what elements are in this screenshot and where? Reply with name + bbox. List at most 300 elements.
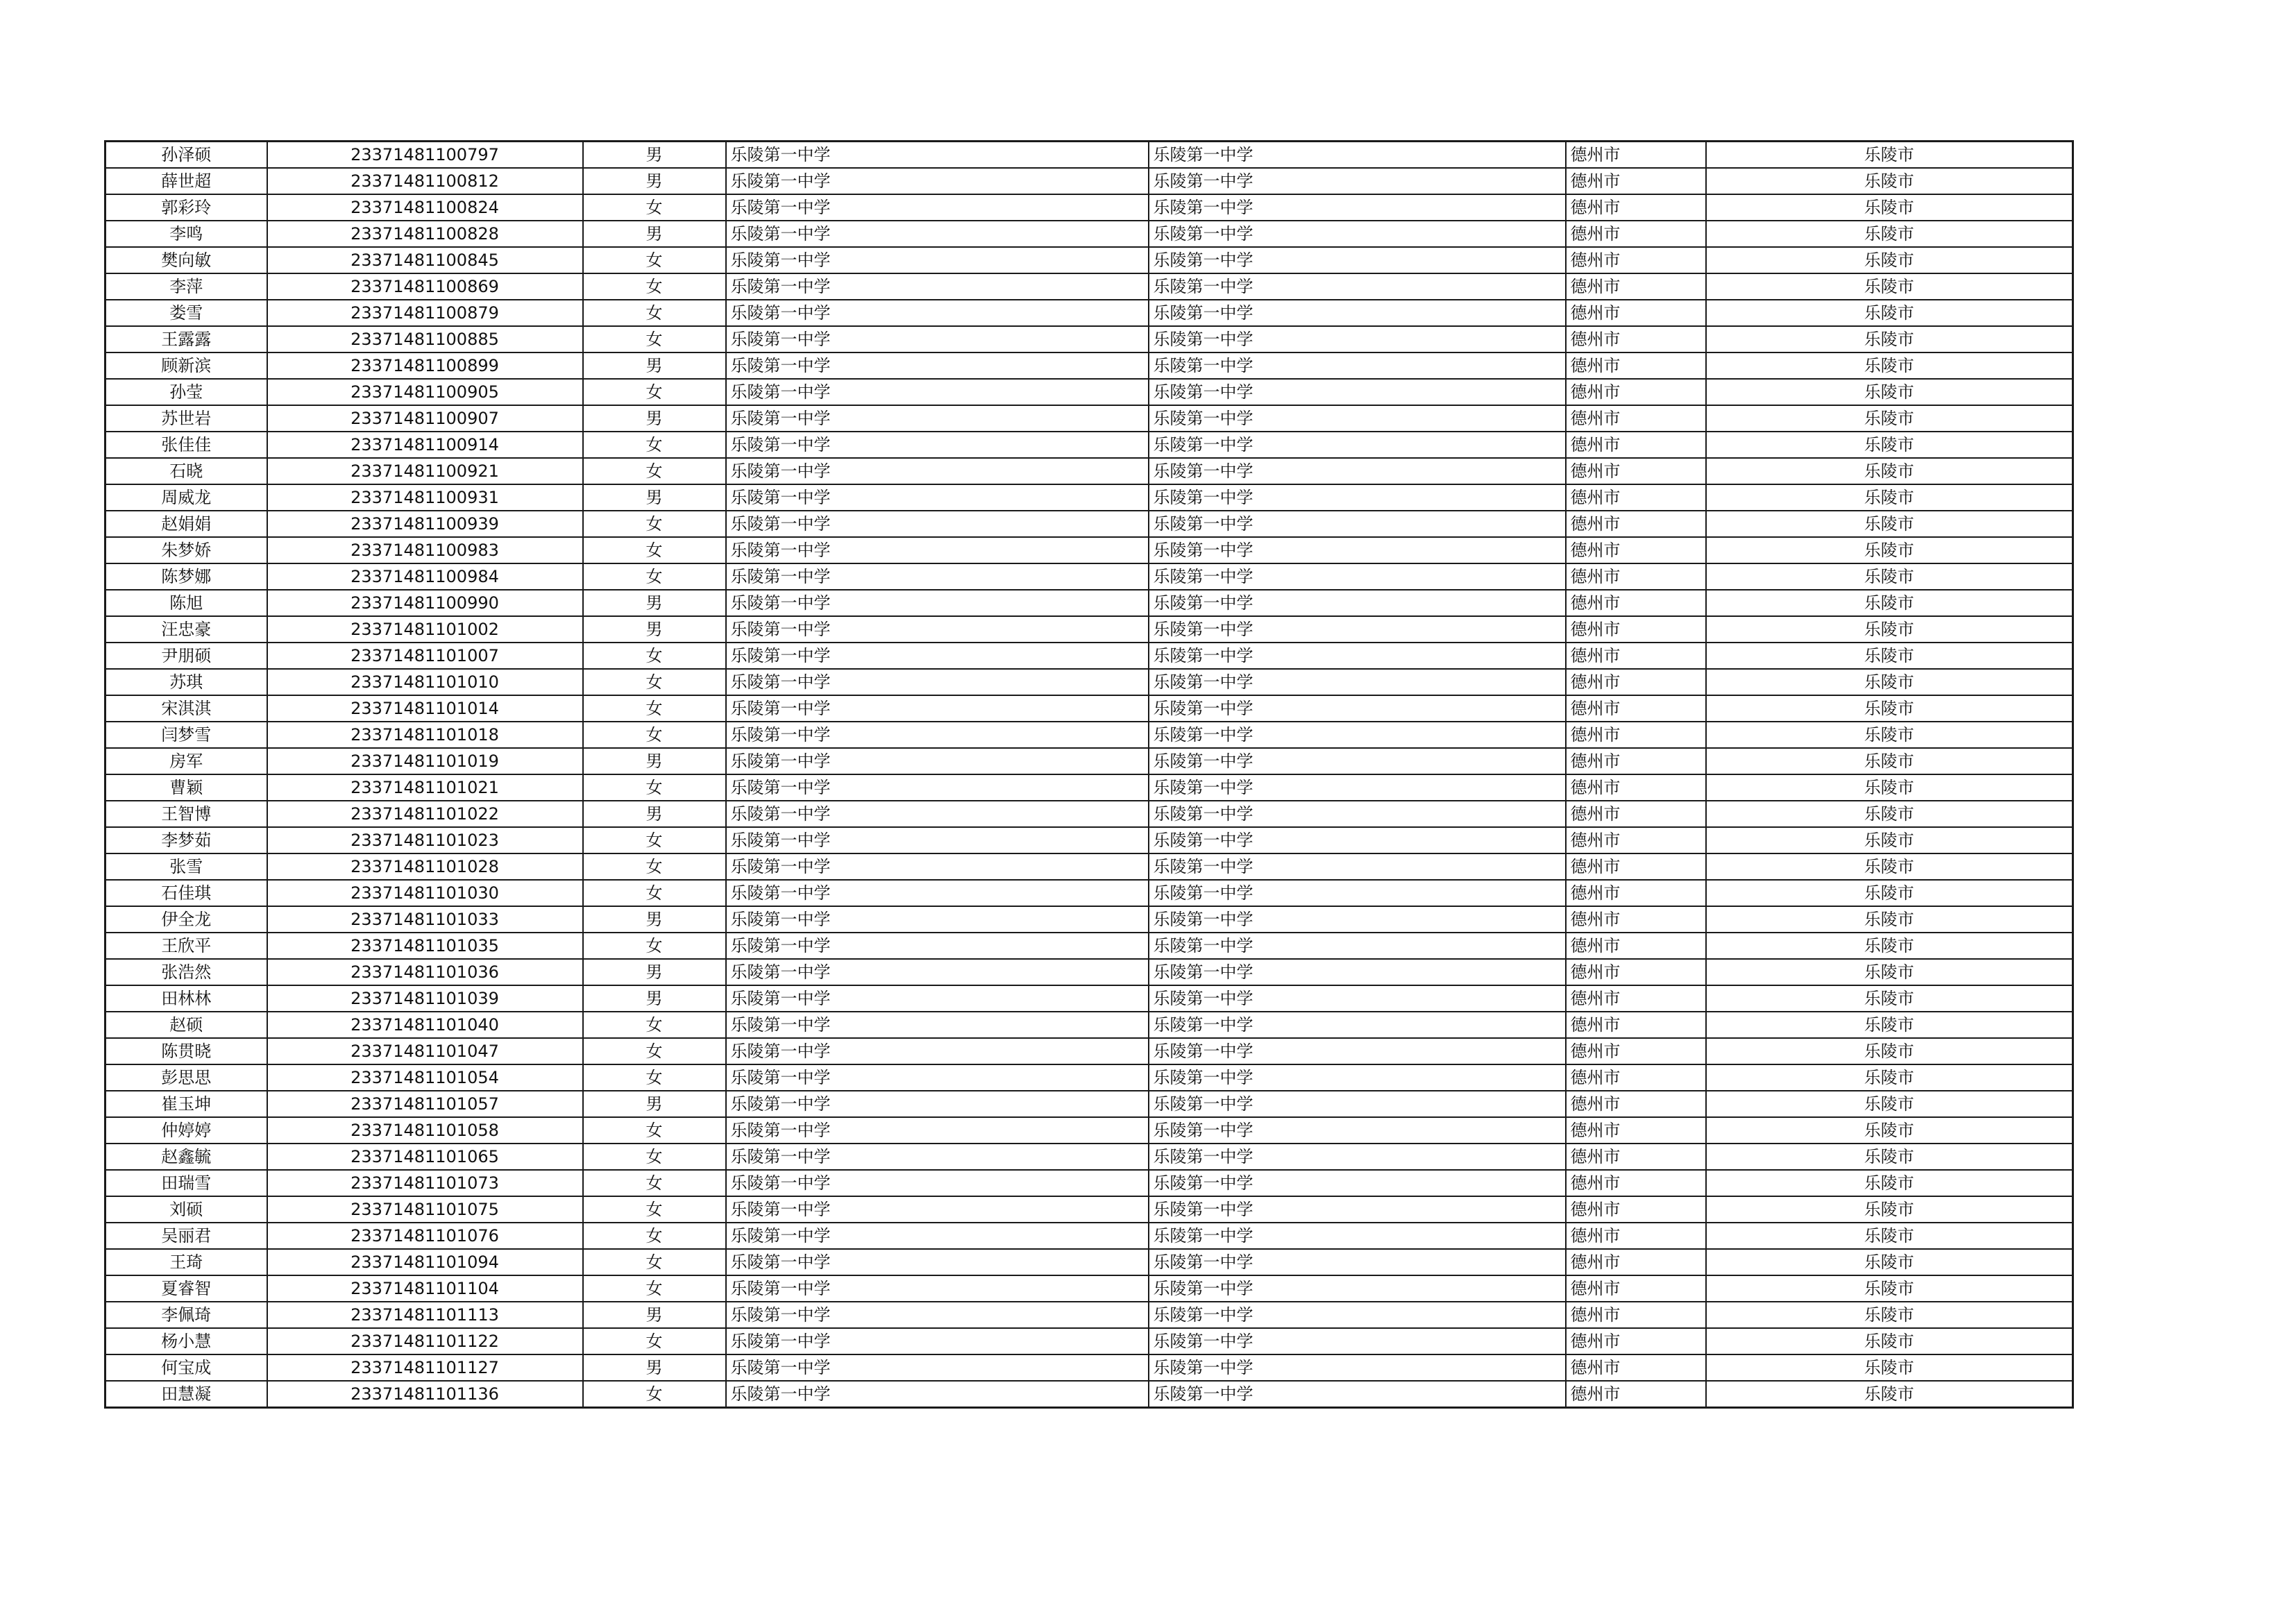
table-row [105, 695, 2073, 722]
county-cell: 乐陵市 [1706, 827, 2073, 853]
exam-id-cell: 23371481101058 [267, 1117, 583, 1144]
table-row [105, 827, 2073, 853]
exam-id-cell: 23371481101127 [267, 1354, 583, 1381]
table-row [105, 1170, 2073, 1196]
county-cell: 乐陵市 [1706, 194, 2073, 221]
school-cell: 乐陵第一中学 [726, 669, 1149, 695]
gender-cell: 女 [583, 722, 726, 748]
county-cell: 乐陵市 [1706, 748, 2073, 774]
table-row [105, 906, 2073, 933]
student-name-cell: 周威龙 [105, 484, 267, 511]
exam-id-cell: 23371481101076 [267, 1223, 583, 1249]
exam-id-cell: 23371481101054 [267, 1064, 583, 1091]
school-cell: 乐陵第一中学 [726, 1117, 1149, 1144]
student-name-cell: 陈梦娜 [105, 563, 267, 590]
city-cell: 德州市 [1566, 484, 1706, 511]
exam-id-cell: 23371481101023 [267, 827, 583, 853]
gender-cell: 男 [583, 959, 726, 985]
city-cell: 德州市 [1566, 1354, 1706, 1381]
city-cell: 德州市 [1566, 273, 1706, 300]
county-cell: 乐陵市 [1706, 1091, 2073, 1117]
city-cell: 德州市 [1566, 458, 1706, 484]
county-cell: 乐陵市 [1706, 590, 2073, 616]
table-row [105, 1144, 2073, 1170]
city-cell: 德州市 [1566, 537, 1706, 563]
county-cell: 乐陵市 [1706, 722, 2073, 748]
registered-school-cell: 乐陵第一中学 [1149, 511, 1566, 537]
school-cell: 乐陵第一中学 [726, 906, 1149, 933]
county-cell: 乐陵市 [1706, 774, 2073, 801]
table-row [105, 142, 2073, 169]
registered-school-cell: 乐陵第一中学 [1149, 300, 1566, 326]
city-cell: 德州市 [1566, 695, 1706, 722]
school-cell: 乐陵第一中学 [726, 221, 1149, 247]
student-name-cell: 李梦茹 [105, 827, 267, 853]
county-cell: 乐陵市 [1706, 405, 2073, 432]
student-name-cell: 彭思思 [105, 1064, 267, 1091]
exam-id-cell: 23371481100828 [267, 221, 583, 247]
school-cell: 乐陵第一中学 [726, 827, 1149, 853]
school-cell: 乐陵第一中学 [726, 300, 1149, 326]
city-cell: 德州市 [1566, 1144, 1706, 1170]
table-body [105, 142, 2073, 1408]
gender-cell: 女 [583, 827, 726, 853]
city-cell: 德州市 [1566, 379, 1706, 405]
school-cell: 乐陵第一中学 [726, 959, 1149, 985]
county-cell: 乐陵市 [1706, 1144, 2073, 1170]
gender-cell: 女 [583, 458, 726, 484]
registered-school-cell: 乐陵第一中学 [1149, 326, 1566, 352]
student-name-cell: 吴丽君 [105, 1223, 267, 1249]
gender-cell: 女 [583, 1117, 726, 1144]
student-name-cell: 田慧凝 [105, 1381, 267, 1408]
county-cell: 乐陵市 [1706, 853, 2073, 880]
city-cell: 德州市 [1566, 1196, 1706, 1223]
registered-school-cell: 乐陵第一中学 [1149, 1091, 1566, 1117]
exam-id-cell: 23371481100939 [267, 511, 583, 537]
exam-id-cell: 23371481101019 [267, 748, 583, 774]
student-name-cell: 夏睿智 [105, 1275, 267, 1302]
registered-school-cell: 乐陵第一中学 [1149, 1354, 1566, 1381]
gender-cell: 女 [583, 853, 726, 880]
county-cell: 乐陵市 [1706, 1275, 2073, 1302]
exam-id-cell: 23371481100812 [267, 168, 583, 194]
county-cell: 乐陵市 [1706, 1381, 2073, 1408]
city-cell: 德州市 [1566, 906, 1706, 933]
registered-school-cell: 乐陵第一中学 [1149, 563, 1566, 590]
table-row [105, 168, 2073, 194]
school-cell: 乐陵第一中学 [726, 1064, 1149, 1091]
city-cell: 德州市 [1566, 1038, 1706, 1064]
student-name-cell: 王欣平 [105, 933, 267, 959]
table-row [105, 748, 2073, 774]
table-row [105, 1091, 2073, 1117]
city-cell: 德州市 [1566, 1381, 1706, 1408]
student-name-cell: 陈贯晓 [105, 1038, 267, 1064]
city-cell: 德州市 [1566, 774, 1706, 801]
table-row [105, 959, 2073, 985]
county-cell: 乐陵市 [1706, 1012, 2073, 1038]
gender-cell: 女 [583, 643, 726, 669]
gender-cell: 女 [583, 273, 726, 300]
gender-cell: 女 [583, 1275, 726, 1302]
school-cell: 乐陵第一中学 [726, 1196, 1149, 1223]
exam-id-cell: 23371481100879 [267, 300, 583, 326]
school-cell: 乐陵第一中学 [726, 484, 1149, 511]
county-cell: 乐陵市 [1706, 511, 2073, 537]
city-cell: 德州市 [1566, 432, 1706, 458]
student-name-cell: 汪忠豪 [105, 616, 267, 643]
city-cell: 德州市 [1566, 801, 1706, 827]
student-name-cell: 王智博 [105, 801, 267, 827]
exam-id-cell: 23371481100824 [267, 194, 583, 221]
table-row [105, 537, 2073, 563]
school-cell: 乐陵第一中学 [726, 352, 1149, 379]
city-cell: 德州市 [1566, 300, 1706, 326]
table-row [105, 880, 2073, 906]
exam-id-cell: 23371481100905 [267, 379, 583, 405]
gender-cell: 女 [583, 669, 726, 695]
registered-school-cell: 乐陵第一中学 [1149, 1170, 1566, 1196]
school-cell: 乐陵第一中学 [726, 1144, 1149, 1170]
student-name-cell: 赵娟娟 [105, 511, 267, 537]
exam-id-cell: 23371481100921 [267, 458, 583, 484]
gender-cell: 女 [583, 537, 726, 563]
gender-cell: 女 [583, 1012, 726, 1038]
gender-cell: 女 [583, 774, 726, 801]
registered-school-cell: 乐陵第一中学 [1149, 1302, 1566, 1328]
city-cell: 德州市 [1566, 933, 1706, 959]
gender-cell: 女 [583, 880, 726, 906]
school-cell: 乐陵第一中学 [726, 458, 1149, 484]
school-cell: 乐陵第一中学 [726, 1091, 1149, 1117]
school-cell: 乐陵第一中学 [726, 616, 1149, 643]
school-cell: 乐陵第一中学 [726, 1170, 1149, 1196]
school-cell: 乐陵第一中学 [726, 405, 1149, 432]
student-name-cell: 仲婷婷 [105, 1117, 267, 1144]
exam-id-cell: 23371481100990 [267, 590, 583, 616]
county-cell: 乐陵市 [1706, 247, 2073, 273]
gender-cell: 男 [583, 484, 726, 511]
county-cell: 乐陵市 [1706, 906, 2073, 933]
student-name-cell: 樊向敏 [105, 247, 267, 273]
registered-school-cell: 乐陵第一中学 [1149, 537, 1566, 563]
county-cell: 乐陵市 [1706, 221, 2073, 247]
registered-school-cell: 乐陵第一中学 [1149, 1275, 1566, 1302]
gender-cell: 男 [583, 142, 726, 169]
table-row [105, 405, 2073, 432]
registered-school-cell: 乐陵第一中学 [1149, 484, 1566, 511]
city-cell: 德州市 [1566, 880, 1706, 906]
registered-school-cell: 乐陵第一中学 [1149, 774, 1566, 801]
gender-cell: 女 [583, 326, 726, 352]
exam-id-cell: 23371481100797 [267, 142, 583, 169]
exam-id-cell: 23371481101073 [267, 1170, 583, 1196]
county-cell: 乐陵市 [1706, 563, 2073, 590]
exam-id-cell: 23371481100914 [267, 432, 583, 458]
registered-school-cell: 乐陵第一中学 [1149, 1038, 1566, 1064]
school-cell: 乐陵第一中学 [726, 168, 1149, 194]
table-row [105, 1196, 2073, 1223]
registered-school-cell: 乐陵第一中学 [1149, 1144, 1566, 1170]
school-cell: 乐陵第一中学 [726, 853, 1149, 880]
city-cell: 德州市 [1566, 669, 1706, 695]
student-name-cell: 赵硕 [105, 1012, 267, 1038]
county-cell: 乐陵市 [1706, 801, 2073, 827]
exam-id-cell: 23371481101104 [267, 1275, 583, 1302]
exam-id-cell: 23371481101039 [267, 985, 583, 1012]
county-cell: 乐陵市 [1706, 1249, 2073, 1275]
table-row [105, 1117, 2073, 1144]
registered-school-cell: 乐陵第一中学 [1149, 352, 1566, 379]
table-row [105, 590, 2073, 616]
exam-id-cell: 23371481101007 [267, 643, 583, 669]
table-row [105, 722, 2073, 748]
county-cell: 乐陵市 [1706, 537, 2073, 563]
school-cell: 乐陵第一中学 [726, 273, 1149, 300]
gender-cell: 男 [583, 906, 726, 933]
table-row [105, 1354, 2073, 1381]
registered-school-cell: 乐陵第一中学 [1149, 1117, 1566, 1144]
city-cell: 德州市 [1566, 616, 1706, 643]
registered-school-cell: 乐陵第一中学 [1149, 221, 1566, 247]
gender-cell: 女 [583, 563, 726, 590]
student-name-cell: 孙莹 [105, 379, 267, 405]
county-cell: 乐陵市 [1706, 1170, 2073, 1196]
student-name-cell: 何宝成 [105, 1354, 267, 1381]
city-cell: 德州市 [1566, 326, 1706, 352]
student-name-cell: 李鸣 [105, 221, 267, 247]
city-cell: 德州市 [1566, 1012, 1706, 1038]
table-row [105, 1381, 2073, 1408]
table-row [105, 194, 2073, 221]
registered-school-cell: 乐陵第一中学 [1149, 880, 1566, 906]
city-cell: 德州市 [1566, 194, 1706, 221]
table-row [105, 933, 2073, 959]
gender-cell: 女 [583, 379, 726, 405]
gender-cell: 女 [583, 432, 726, 458]
school-cell: 乐陵第一中学 [726, 1381, 1149, 1408]
gender-cell: 女 [583, 1038, 726, 1064]
registered-school-cell: 乐陵第一中学 [1149, 853, 1566, 880]
student-name-cell: 李萍 [105, 273, 267, 300]
school-cell: 乐陵第一中学 [726, 563, 1149, 590]
registered-school-cell: 乐陵第一中学 [1149, 722, 1566, 748]
county-cell: 乐陵市 [1706, 1038, 2073, 1064]
county-cell: 乐陵市 [1706, 985, 2073, 1012]
county-cell: 乐陵市 [1706, 432, 2073, 458]
exam-id-cell: 23371481100931 [267, 484, 583, 511]
table-row [105, 511, 2073, 537]
exam-id-cell: 23371481100899 [267, 352, 583, 379]
school-cell: 乐陵第一中学 [726, 748, 1149, 774]
county-cell: 乐陵市 [1706, 959, 2073, 985]
county-cell: 乐陵市 [1706, 142, 2073, 169]
school-cell: 乐陵第一中学 [726, 985, 1149, 1012]
table-row [105, 326, 2073, 352]
school-cell: 乐陵第一中学 [726, 643, 1149, 669]
table-row [105, 1223, 2073, 1249]
table-row [105, 379, 2073, 405]
exam-id-cell: 23371481101136 [267, 1381, 583, 1408]
student-name-cell: 王琦 [105, 1249, 267, 1275]
student-name-cell: 尹朋硕 [105, 643, 267, 669]
student-name-cell: 杨小慧 [105, 1328, 267, 1354]
school-cell: 乐陵第一中学 [726, 326, 1149, 352]
student-name-cell: 崔玉坤 [105, 1091, 267, 1117]
city-cell: 德州市 [1566, 853, 1706, 880]
student-name-cell: 宋淇淇 [105, 695, 267, 722]
student-name-cell: 张浩然 [105, 959, 267, 985]
exam-id-cell: 23371481100983 [267, 537, 583, 563]
school-cell: 乐陵第一中学 [726, 142, 1149, 169]
school-cell: 乐陵第一中学 [726, 1354, 1149, 1381]
county-cell: 乐陵市 [1706, 168, 2073, 194]
table-row [105, 484, 2073, 511]
table-row [105, 1012, 2073, 1038]
exam-id-cell: 23371481101057 [267, 1091, 583, 1117]
exam-id-cell: 23371481101010 [267, 669, 583, 695]
student-name-cell: 赵鑫毓 [105, 1144, 267, 1170]
county-cell: 乐陵市 [1706, 1354, 2073, 1381]
school-cell: 乐陵第一中学 [726, 1328, 1149, 1354]
table-row [105, 458, 2073, 484]
school-cell: 乐陵第一中学 [726, 801, 1149, 827]
school-cell: 乐陵第一中学 [726, 933, 1149, 959]
student-name-cell: 田林林 [105, 985, 267, 1012]
registered-school-cell: 乐陵第一中学 [1149, 1064, 1566, 1091]
table-row [105, 853, 2073, 880]
registered-school-cell: 乐陵第一中学 [1149, 142, 1566, 169]
registered-school-cell: 乐陵第一中学 [1149, 168, 1566, 194]
registered-school-cell: 乐陵第一中学 [1149, 1328, 1566, 1354]
exam-id-cell: 23371481101094 [267, 1249, 583, 1275]
student-name-cell: 房军 [105, 748, 267, 774]
exam-id-cell: 23371481101002 [267, 616, 583, 643]
registered-school-cell: 乐陵第一中学 [1149, 379, 1566, 405]
county-cell: 乐陵市 [1706, 695, 2073, 722]
registered-school-cell: 乐陵第一中学 [1149, 827, 1566, 853]
gender-cell: 女 [583, 1328, 726, 1354]
school-cell: 乐陵第一中学 [726, 247, 1149, 273]
gender-cell: 女 [583, 695, 726, 722]
exam-id-cell: 23371481100869 [267, 273, 583, 300]
gender-cell: 男 [583, 221, 726, 247]
county-cell: 乐陵市 [1706, 616, 2073, 643]
county-cell: 乐陵市 [1706, 458, 2073, 484]
student-name-cell: 苏世岩 [105, 405, 267, 432]
student-name-cell: 伊全龙 [105, 906, 267, 933]
school-cell: 乐陵第一中学 [726, 590, 1149, 616]
school-cell: 乐陵第一中学 [726, 1038, 1149, 1064]
table-row [105, 1038, 2073, 1064]
student-name-cell: 苏琪 [105, 669, 267, 695]
school-cell: 乐陵第一中学 [726, 722, 1149, 748]
school-cell: 乐陵第一中学 [726, 695, 1149, 722]
city-cell: 德州市 [1566, 405, 1706, 432]
city-cell: 德州市 [1566, 1117, 1706, 1144]
city-cell: 德州市 [1566, 1302, 1706, 1328]
county-cell: 乐陵市 [1706, 1223, 2073, 1249]
student-name-cell: 闫梦雪 [105, 722, 267, 748]
student-name-cell: 孙泽硕 [105, 142, 267, 169]
city-cell: 德州市 [1566, 1328, 1706, 1354]
city-cell: 德州市 [1566, 221, 1706, 247]
school-cell: 乐陵第一中学 [726, 432, 1149, 458]
student-name-cell: 石晓 [105, 458, 267, 484]
gender-cell: 男 [583, 985, 726, 1012]
registered-school-cell: 乐陵第一中学 [1149, 273, 1566, 300]
exam-id-cell: 23371481100984 [267, 563, 583, 590]
gender-cell: 男 [583, 168, 726, 194]
county-cell: 乐陵市 [1706, 880, 2073, 906]
county-cell: 乐陵市 [1706, 1117, 2073, 1144]
student-name-cell: 刘硕 [105, 1196, 267, 1223]
city-cell: 德州市 [1566, 722, 1706, 748]
table-row [105, 563, 2073, 590]
student-name-cell: 曹颖 [105, 774, 267, 801]
registered-school-cell: 乐陵第一中学 [1149, 590, 1566, 616]
student-name-cell: 郭彩玲 [105, 194, 267, 221]
school-cell: 乐陵第一中学 [726, 379, 1149, 405]
county-cell: 乐陵市 [1706, 643, 2073, 669]
city-cell: 德州市 [1566, 1170, 1706, 1196]
city-cell: 德州市 [1566, 590, 1706, 616]
registered-school-cell: 乐陵第一中学 [1149, 1196, 1566, 1223]
gender-cell: 男 [583, 405, 726, 432]
county-cell: 乐陵市 [1706, 379, 2073, 405]
city-cell: 德州市 [1566, 247, 1706, 273]
registered-school-cell: 乐陵第一中学 [1149, 748, 1566, 774]
city-cell: 德州市 [1566, 1223, 1706, 1249]
gender-cell: 女 [583, 194, 726, 221]
gender-cell: 男 [583, 1091, 726, 1117]
exam-id-cell: 23371481100845 [267, 247, 583, 273]
city-cell: 德州市 [1566, 142, 1706, 169]
registered-school-cell: 乐陵第一中学 [1149, 194, 1566, 221]
exam-id-cell: 23371481101036 [267, 959, 583, 985]
county-cell: 乐陵市 [1706, 484, 2073, 511]
city-cell: 德州市 [1566, 959, 1706, 985]
exam-id-cell: 23371481101028 [267, 853, 583, 880]
gender-cell: 男 [583, 616, 726, 643]
county-cell: 乐陵市 [1706, 273, 2073, 300]
registered-school-cell: 乐陵第一中学 [1149, 933, 1566, 959]
student-name-cell: 张雪 [105, 853, 267, 880]
school-cell: 乐陵第一中学 [726, 1012, 1149, 1038]
table-row [105, 1302, 2073, 1328]
gender-cell: 女 [583, 1064, 726, 1091]
registered-school-cell: 乐陵第一中学 [1149, 906, 1566, 933]
gender-cell: 男 [583, 352, 726, 379]
student-name-cell: 王露露 [105, 326, 267, 352]
registered-school-cell: 乐陵第一中学 [1149, 616, 1566, 643]
county-cell: 乐陵市 [1706, 1302, 2073, 1328]
city-cell: 德州市 [1566, 1091, 1706, 1117]
student-name-cell: 朱梦娇 [105, 537, 267, 563]
table-row [105, 669, 2073, 695]
registered-school-cell: 乐陵第一中学 [1149, 432, 1566, 458]
city-cell: 德州市 [1566, 1275, 1706, 1302]
registered-school-cell: 乐陵第一中学 [1149, 801, 1566, 827]
table-row [105, 1249, 2073, 1275]
county-cell: 乐陵市 [1706, 669, 2073, 695]
table-row [105, 985, 2073, 1012]
school-cell: 乐陵第一中学 [726, 537, 1149, 563]
county-cell: 乐陵市 [1706, 1064, 2073, 1091]
city-cell: 德州市 [1566, 748, 1706, 774]
gender-cell: 女 [583, 511, 726, 537]
